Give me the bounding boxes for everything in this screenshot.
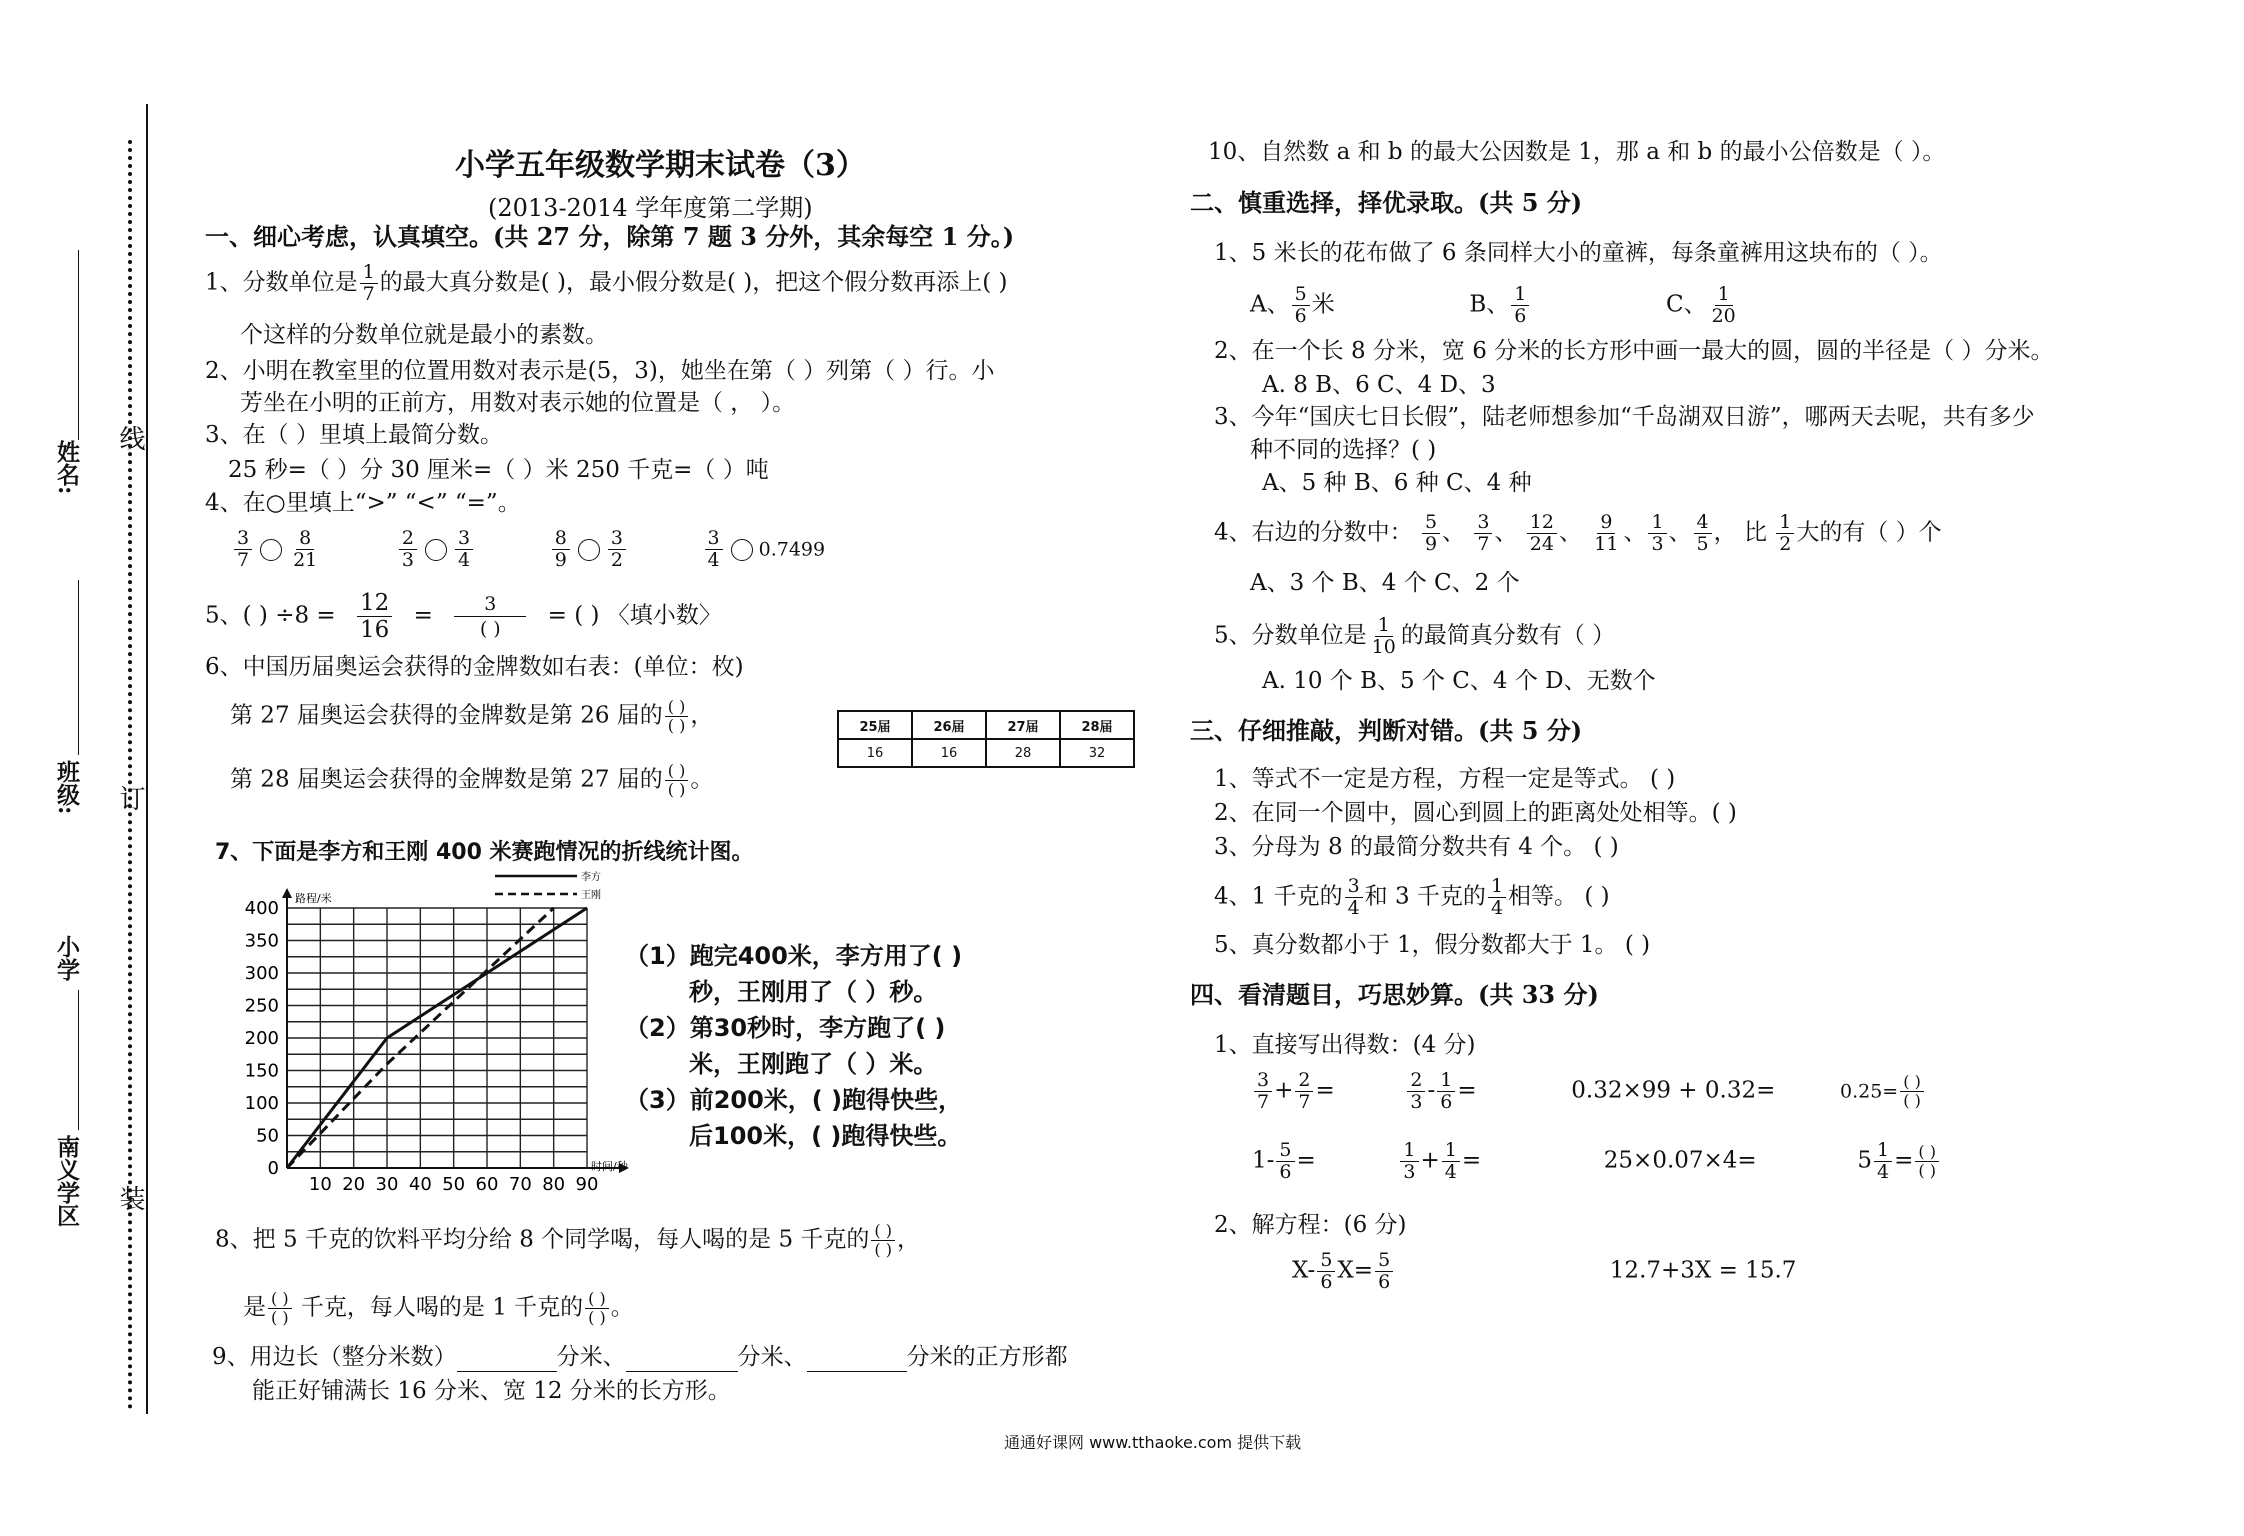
q7-sub-line: （3）前200米，( )跑得快些，: [625, 1086, 963, 1114]
section3-heading: 三、仔细推敲，判断对错。(共 5 分): [1190, 716, 1583, 745]
q7-sub-line: （2）第30秒时，李方跑了( ): [625, 1014, 946, 1042]
x-tick-label: 90: [575, 1174, 599, 1195]
fraction: $\frac{8}{9}$: [552, 528, 570, 571]
q9-text-a: 9、用边长（整分米数）: [212, 1344, 457, 1370]
bind-word-line: 线: [115, 425, 145, 451]
choice-4-text-b: ， 比: [1713, 519, 1767, 546]
choice-5-text-b: 的最简真分数有（ ）: [1400, 622, 1616, 649]
fraction: $\frac{3}{4}$: [705, 528, 723, 571]
fraction-12-16: $\frac{12}{16}$: [357, 590, 392, 643]
y-tick-label: 300: [244, 963, 279, 984]
fraction: $\frac{8}{21}$: [293, 527, 318, 571]
fraction: $\frac{3}{7}$: [1474, 512, 1492, 555]
q5-equals: =: [413, 602, 433, 629]
option-a-label: A、: [1250, 291, 1290, 318]
q9-text-b: 分米、: [556, 1344, 626, 1370]
compare-circle[interactable]: [260, 539, 282, 561]
fraction: $\frac{3}{4}$: [455, 528, 473, 571]
q1-text-a: 1、分数单位是: [205, 269, 358, 296]
q6-text-b: 第 27 届奥运会获得的金牌数是第 26 届的: [230, 702, 663, 729]
fraction: $\frac{1}{4}$: [1488, 876, 1506, 919]
blank-fraction: $\frac{( )}{( )}$: [268, 1290, 292, 1327]
q6-line3: 第 28 届奥运会获得的金牌数是第 27 届的 $\frac{( )}{( )}$ 。: [230, 761, 714, 799]
choice-3-options: A、5 种 B、6 种 C、4 种: [1262, 470, 1532, 496]
legend-label: 李方: [581, 872, 601, 883]
q8-text-a: 8、把 5 千克的饮料平均分给 8 个同学喝，每人喝的是 5 千克的: [215, 1226, 870, 1253]
calc-expression: 0.25=: [1840, 1080, 1899, 1103]
x-tick-label: 20: [342, 1174, 366, 1195]
answer-blank[interactable]: [626, 1371, 738, 1372]
choice-4-text-a: 4、右边的分数中：: [1214, 519, 1413, 546]
y-tick-label: 50: [256, 1125, 279, 1147]
y-axis-label: 路程/米: [295, 892, 332, 905]
table-header-cell: 28届: [1060, 711, 1134, 739]
choice-1-options: [1250, 284, 1741, 327]
judge-2: 2、在同一个圆中，圆心到圆上的距离处处相等。( ): [1214, 800, 1737, 826]
choice-2-options: A. 8 B、6 C、4 D、3: [1262, 372, 1496, 398]
section4-heading: 四、看清题目，巧思妙算。(共 33 分): [1190, 980, 1599, 1009]
y-tick-label: 200: [244, 1028, 279, 1049]
fraction: $\frac{1}{20}$: [1711, 283, 1736, 327]
name-label: 姓名:: [53, 440, 80, 495]
q1-line2: 个这样的分数单位就是最小的素数。: [240, 322, 608, 348]
fraction: $\frac{1}{4}$: [1442, 1140, 1460, 1183]
fraction: $\frac{5}{6}$: [1292, 284, 1310, 327]
q9-text-c: 分米、: [737, 1344, 807, 1370]
table-cell: 16: [912, 739, 986, 767]
calc-expression: 25×0.07×4=: [1603, 1147, 1757, 1174]
fraction: $\frac{5}{6}$: [1375, 1250, 1393, 1293]
calc-row-2: 1- $\frac{5}{6}$ = $\frac{1}{3}$ + $\frac{1}{4}$ = 25×0.07×4= 5 $\frac{1}{4}$ = $\frac{( )}{( )}$: [1252, 1140, 1941, 1183]
binding-dotted-line: [128, 140, 132, 1410]
table-cell: 32: [1060, 739, 1134, 767]
school-blank: [78, 990, 79, 1130]
q8-text-c: 千克，每人喝的是 1 千克的: [300, 1294, 584, 1321]
fraction: $\frac{1}{10}$: [1371, 614, 1396, 658]
table-cell: 16: [838, 739, 912, 767]
legend-label: 王刚: [581, 890, 601, 901]
blank-fraction: $\frac{( )}{( )}$: [665, 762, 689, 799]
choice-4: 4、右边的分数中： $\frac{5}{9}$ 、 $\frac{3}{7}$ 、 $\frac{12}{24}$ 、 $\frac{9}{11}$ 、 $\frac{1}{3}$ 、 $\frac{4}{5}$ ， 比 $\frac{1}{2}$ 大的有（ ）个: [1214, 511, 1942, 555]
fraction: $\frac{3}{2}$: [608, 528, 626, 571]
answer-blank[interactable]: [807, 1371, 907, 1372]
compare-circle[interactable]: [425, 539, 447, 561]
binding-solid-line: [146, 104, 148, 1414]
x-tick-label: 50: [442, 1174, 466, 1195]
q6-line2: 第 27 届奥运会获得的金牌数是第 26 届的 $\frac{( )}{( )}$ ，: [230, 697, 714, 735]
bind-word-order: 订: [115, 785, 145, 811]
fraction: $\frac{5}{9}$: [1422, 512, 1440, 555]
fraction: $\frac{3}{7}$: [234, 528, 252, 571]
y-tick-label: 400: [244, 898, 279, 919]
table-row: [838, 739, 1134, 767]
q7-sub-line: （1）跑完400米，李方用了( ): [625, 942, 963, 970]
section1-heading: 一、细心考虑，认真填空。(共 27 分，除第 7 题 3 分外，其余每空 1 分。): [205, 222, 1015, 251]
x-tick-label: 80: [542, 1174, 566, 1195]
q1-text-b: 的最大真分数是( )，最小假分数是( )，把这个假分数再添上( ): [379, 269, 1008, 296]
fraction: $\frac{3}{4}$: [1345, 876, 1363, 919]
choice-3-line2: 种不同的选择？( ): [1250, 437, 1437, 463]
compare-circle[interactable]: [578, 539, 600, 561]
compare-circle[interactable]: [731, 539, 753, 561]
x-axis-label: 时间/秒: [591, 1160, 628, 1173]
fraction: $\frac{3}{7}$: [1254, 1070, 1272, 1113]
y-tick-label: 0: [267, 1158, 279, 1179]
choice-3-line1: 3、今年“国庆七日长假”，陆老师想参加“千岛湖双日游”，哪两天去呢，共有多少: [1214, 404, 2035, 430]
fraction: $\frac{5}{6}$: [1317, 1250, 1335, 1293]
x-tick-label: 40: [408, 1174, 432, 1195]
judge-4-text-a: 4、1 千克的: [1214, 883, 1343, 910]
q9-line2: 能正好铺满长 16 分米、宽 12 分米的长方形。: [252, 1378, 731, 1404]
class-label: 班级:: [53, 760, 80, 815]
y-tick-label: 150: [244, 1060, 279, 1082]
fraction: $\frac{2}{3}$: [1407, 1070, 1425, 1113]
fraction: $\frac{9}{11}$: [1594, 511, 1619, 555]
choice-1: 1、5 米长的花布做了 6 条同样大小的童裤，每条童裤用这块布的（ ）。: [1214, 240, 1943, 266]
y-axis-arrow: [282, 888, 292, 898]
table-header-cell: 26届: [912, 711, 986, 739]
fraction-1-7: $\frac{1}{7}$: [360, 262, 378, 305]
blank-fraction: $\frac{( )}{( )}$: [1915, 1143, 1939, 1180]
x-tick-label: 60: [475, 1174, 499, 1195]
equation-row: X- $\frac{5}{6}$ X= $\frac{5}{6}$ 12.7+3X = 15.7: [1292, 1249, 1797, 1293]
q4-line1: 4、在○里填上“>” “<” “=”。: [205, 490, 521, 516]
fraction: $\frac{1}{3}$: [1648, 512, 1666, 555]
q5-tail: = ( ) 〈填小数〉: [547, 602, 722, 629]
q5-prefix: 5、( ) ÷8 =: [205, 602, 336, 629]
choice-5-text-a: 5、分数单位是: [1214, 622, 1367, 649]
q7-sub-line: 秒，王刚用了（ ）秒。: [689, 978, 938, 1006]
q6-text-c: 第 28 届奥运会获得的金牌数是第 27 届的: [230, 766, 663, 793]
y-tick-label: 250: [244, 995, 279, 1017]
judge-5: 5、真分数都小于 1，假分数都大于 1。 ( ): [1214, 932, 1651, 958]
footer-credit: 通通好课网 www.tthaoke.com 提供下载: [1004, 1433, 1302, 1452]
district-label: 南义学区: [53, 1135, 80, 1227]
judge-4-text-b: 和 3 千克的: [1364, 883, 1486, 910]
q9-line1: [212, 1342, 1068, 1372]
table-header-cell: 27届: [986, 711, 1060, 739]
fraction: $\frac{5}{6}$: [1276, 1140, 1294, 1183]
q3-line1: 3、在（ ）里填上最简分数。: [205, 422, 503, 448]
blank-fraction: $\frac{( )}{( )}$: [871, 1222, 895, 1259]
choice-5-options: A. 10 个 B、5 个 C、4 个 D、无数个: [1262, 668, 1656, 694]
blank-fraction: $\frac{( )}{( )}$: [1900, 1073, 1924, 1110]
fraction: $\frac{12}{24}$: [1527, 512, 1557, 555]
q1-line1: [205, 262, 1008, 305]
bind-word-pack: 装: [115, 1185, 145, 1211]
fraction: $\frac{2}{3}$: [399, 528, 417, 571]
choice-5: [1214, 615, 1615, 658]
table-cell: 28: [986, 739, 1060, 767]
q4-compare-row: [232, 528, 825, 571]
q9-text-d: 分米的正方形都: [906, 1344, 1068, 1370]
school-label: 小学: [53, 935, 80, 981]
page-title: 小学五年级数学期末试卷（3）: [455, 148, 866, 183]
q8-text-b: 是: [243, 1294, 266, 1321]
class-blank: [78, 580, 79, 755]
q7-title: 7、下面是李方和王刚 400 米赛跑情况的折线统计图。: [215, 840, 754, 865]
name-blank: [78, 250, 79, 440]
blank-fraction: $\frac{( )}{( )}$: [585, 1290, 609, 1327]
judge-4: [1214, 876, 1610, 919]
q8-line2: 是 $\frac{( )}{( )}$ 千克，每人喝的是 1 千克的 $\frac{( )}{( )}$ 。: [243, 1289, 634, 1327]
choice-2: 2、在一个长 8 分米，宽 6 分米的长方形中画一最大的圆，圆的半径是（ ）分米。: [1214, 338, 2054, 364]
x-tick-label: 30: [375, 1174, 399, 1195]
q10: 10、自然数 a 和 b 的最大公因数是 1，那 a 和 b 的最小公倍数是（ ）。: [1208, 139, 1946, 165]
choice-4-options: A、3 个 B、4 个 C、2 个: [1250, 570, 1520, 596]
table-header-cell: 25届: [838, 711, 912, 739]
fraction-3-blank: $\frac{3}{( )}$: [454, 592, 526, 641]
table-header-row: [838, 711, 1134, 739]
option-a-unit: 米: [1311, 291, 1335, 318]
choice-4-text-c: 大的有（ ）个: [1796, 519, 1942, 546]
fraction: $\frac{1}{4}$: [1874, 1140, 1892, 1183]
race-line-chart: [225, 870, 685, 1230]
judge-3: 3、分母为 8 的最简分数共有 4 个。 ( ): [1214, 834, 1619, 860]
x-tick-label: 70: [508, 1174, 532, 1195]
blank-fraction: $\frac{( )}{( )}$: [665, 698, 689, 735]
equation-heading: 2、解方程：(6 分): [1214, 1212, 1407, 1238]
section2-heading: 二、慎重选择，择优录取。(共 5 分): [1190, 188, 1583, 217]
page-subtitle: (2013-2014 学年度第二学期): [488, 194, 813, 222]
fraction: $\frac{4}{5}$: [1694, 512, 1712, 555]
calc-heading: 1、直接写出得数：(4 分): [1214, 1032, 1476, 1058]
q8-line1: 8、把 5 千克的饮料平均分给 8 个同学喝，每人喝的是 5 千克的 $\frac{( )}{( )}$ ，: [215, 1221, 920, 1259]
option-c-label: C、: [1665, 291, 1707, 318]
q7-sub-line: 后100米，( )跑得快些。: [689, 1122, 962, 1150]
answer-blank[interactable]: [457, 1371, 557, 1372]
y-tick-label: 100: [244, 1093, 279, 1114]
q2-line1: 2、小明在教室里的位置用数对表示是(5，3)，她坐在第（ ）列第（ ）行。小: [205, 358, 995, 384]
calc-row-1: $\frac{3}{7}$ + $\frac{2}{7}$ = $\frac{2}{3}$ - $\frac{1}{6}$ = 0.32×99 + 0.32= 0.25= $\frac{( )}{( )}$: [1252, 1070, 1926, 1113]
calc-expression: 0.32×99 + 0.32=: [1571, 1077, 1776, 1104]
fraction: $\frac{1}{6}$: [1511, 284, 1529, 327]
fraction: $\frac{1}{2}$: [1776, 512, 1794, 555]
q3-line2: 25 秒=（ ）分 30 厘米=（ ）米 250 千克=（ ）吨: [228, 457, 769, 483]
judge-1: 1、等式不一定是方程，方程一定是等式。 ( ): [1214, 766, 1676, 792]
q6-line1: 6、中国历届奥运会获得的金牌数如右表：(单位：枚): [205, 654, 744, 680]
q5-row: [205, 590, 722, 643]
x-tick-label: 10: [308, 1174, 332, 1195]
judge-4-text-c: 相等。 ( ): [1508, 883, 1610, 910]
option-b-label: B、: [1469, 291, 1510, 318]
medal-table: [837, 710, 1135, 768]
fraction: $\frac{2}{7}$: [1295, 1070, 1313, 1113]
q7-questions: [625, 938, 962, 1154]
q7-sub-line: 米，王刚跑了（ ）米。: [689, 1050, 938, 1078]
fraction: $\frac{1}{6}$: [1437, 1070, 1455, 1113]
fraction: $\frac{1}{3}$: [1400, 1140, 1418, 1183]
q2-line2: 芳坐在小明的正前方，用数对表示她的位置是（ ， ）。: [240, 390, 796, 416]
equation-2: 12.7+3X = 15.7: [1609, 1257, 1797, 1284]
decimal-value: 0.7499: [758, 538, 826, 561]
y-tick-label: 350: [244, 930, 279, 952]
